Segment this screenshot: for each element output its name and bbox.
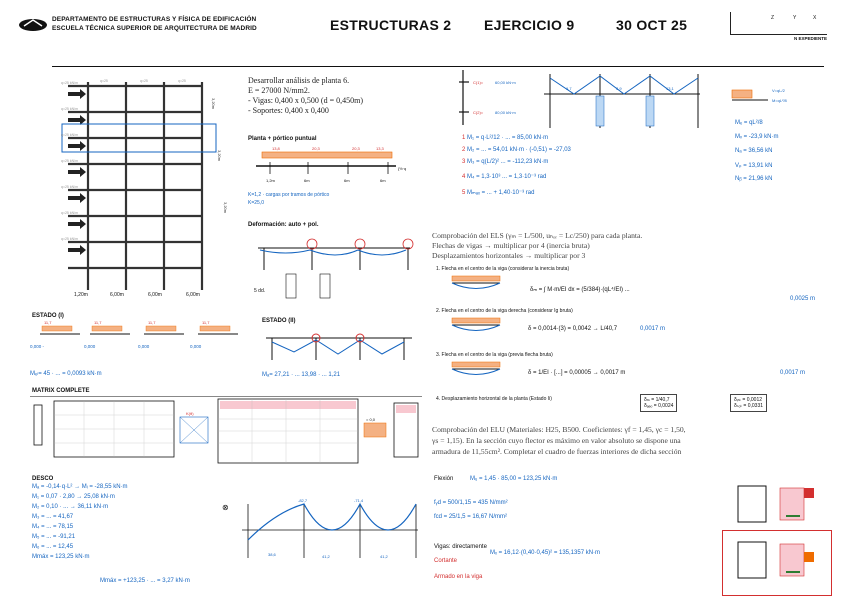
final-moment-diagram — [222, 496, 422, 576]
desco-5: M₄ = ... = 78,15 — [32, 524, 74, 530]
els-line-2: Flechas de vigas → multiplicar por 4 (inercia bruta) — [432, 241, 590, 250]
svg-text:-82,7: -82,7 — [298, 498, 308, 503]
side-calc-5: Nᵦ = 21,96 kN — [735, 176, 773, 182]
moment-diagram-top — [540, 70, 710, 130]
planta-label: Planta + pórtico puntual — [248, 136, 317, 142]
els-eq-1: δₘ = ∫ M·m/EI dx = (5/384)·(qL⁴/EI) ... — [530, 287, 630, 293]
els-result-1: 0,0025 m — [790, 296, 816, 302]
elu-flex-label: Flexión — [434, 476, 454, 482]
side-calc-1: Mₑ = qL²/8 — [735, 120, 763, 126]
statement-line-4: - Soportes: 0,400 x 0,400 — [248, 106, 329, 115]
side-calc-2: Mᵥ = -23,9 kN·m — [735, 134, 779, 140]
stiffness-matrix — [30, 397, 422, 471]
svg-text:6m: 6m — [304, 178, 310, 183]
id-cell-x: X — [813, 15, 817, 21]
equation-block — [462, 135, 742, 215]
exam-date: 30 OCT 25 — [616, 17, 688, 33]
desco-3: M₂ = 0,10 · ... → 36,11 kN·m — [32, 504, 109, 510]
svg-text:13,3: 13,3 — [376, 146, 384, 151]
svg-text:0,000 -: 0,000 - — [30, 344, 45, 349]
svg-text:20,3: 20,3 — [352, 146, 360, 151]
statement-line-2: E = 27000 N/mm2. — [248, 86, 310, 95]
els-item-2: 2. Flecha en el centro de la viga derecha (considerar Ig bruta) — [436, 308, 573, 314]
node-sketch — [728, 72, 828, 112]
svg-text:3,20m: 3,20m — [211, 98, 216, 110]
elu-line-2: γs = 1,15). En la sección cuyo flector es máximo en valor absoluto se dispone una — [432, 436, 681, 445]
section-sketch-1 — [730, 482, 822, 526]
elu-line-3: armadura de 11,55cm². Completar el cuadro de fuerzas interiores de dicha sección — [432, 447, 682, 456]
els-statement — [432, 231, 642, 261]
svg-text:q=25 kN/m: q=25 kN/m — [61, 185, 79, 189]
svg-text:M=qL²/8: M=qL²/8 — [772, 98, 787, 103]
department-line-2: ESCUELA TÉCNICA SUPERIOR DE ARQUITECTURA DE MADRID — [52, 25, 257, 32]
els-item-3: 3. Flecha en el centro de la viga (previa flecha bruta) — [436, 352, 553, 358]
header-rule — [52, 66, 824, 67]
elu-statement — [432, 424, 828, 457]
svg-text:13,1: 13,1 — [666, 86, 674, 91]
span-label-3: 6,00m — [148, 292, 162, 298]
els-result-2: 0,0017 m — [640, 326, 666, 332]
svg-text:1,2m: 1,2m — [266, 178, 275, 183]
eq-2: 2 M₂ = ... = 54,01 kN·m · (-0,51) = -27,03 — [462, 147, 571, 153]
els-item-4: 4. Desplazamiento horizontal de la planta (Estado Ii) — [436, 396, 552, 402]
matrix-label: MATRIX COMPLETE — [32, 388, 90, 394]
desco-4: M₃ = ... = 41,67 — [32, 514, 74, 520]
elu-cort-eq: Mₓ = 16,12·(0,40·0,45)² = 135,1357 kN·m — [490, 550, 601, 556]
els-eq-2: δ = 0,0014·(3) = 0,0042 → L/40,7 — [528, 326, 618, 332]
svg-text:q=25 kN/m: q=25 kN/m — [61, 237, 79, 241]
estado-2-label: ESTADO (II) — [262, 318, 296, 324]
elu-vigas-label: Vigas: directamente — [434, 544, 487, 550]
elu-fc-eq: fcd = 25/1,5 = 16,67 N/mm² — [434, 514, 508, 520]
svg-text:11,7: 11,7 — [148, 320, 156, 325]
elu-armado-label: Armado en la viga — [434, 574, 483, 580]
svg-text:3,20m: 3,20m — [223, 202, 228, 214]
eq-3: 3 M₃ = q(L/2)² ... = -112,23 kN·m — [462, 159, 549, 165]
svg-text:V=qL/2: V=qL/2 — [772, 88, 785, 93]
eq-4: 4 M₄ = 1,3·10³ ... = 1,3·10⁻³ rad — [462, 174, 547, 180]
svg-text:C(1)=: C(1)= — [473, 80, 484, 85]
result-box-2-line-1: δᵢₙₜ = 0,0012 — [734, 397, 763, 403]
elu-fy-eq: fᵧd = 500/1,15 = 435 N/mm² — [434, 500, 508, 506]
desco-6: M₅ = ... = -91,21 — [32, 534, 76, 540]
side-calc-3: Nₐ = 36,56 kN — [735, 148, 773, 154]
svg-text:6m: 6m — [380, 178, 386, 183]
elu-cort-label: Cortante — [434, 558, 458, 564]
svg-text:80,00 kN·m: 80,00 kN·m — [495, 110, 516, 115]
upm-logo-icon — [18, 17, 48, 33]
svg-text:9,7: 9,7 — [566, 86, 572, 91]
elu-flex-eq: Mᵤ = 1,45 · 85,00 = 123,25 kN·m — [470, 476, 558, 482]
problem-statement — [248, 76, 363, 116]
desco-7: M₆ = ... = 12,45 — [32, 544, 74, 550]
result-box-1-line-2: δₐₑₒ = 0,0024 — [644, 403, 674, 409]
els-sketch-1 — [446, 274, 516, 296]
desco-label: DESCO — [32, 476, 54, 482]
result-box-2 — [730, 394, 767, 412]
svg-text:q=25: q=25 — [140, 79, 148, 83]
final-note: Mmáx = +123,25 · ... = 3,27 kN·m — [100, 578, 190, 584]
svg-text:K(θ): K(θ) — [186, 411, 194, 416]
svg-text:20,3: 20,3 — [312, 146, 320, 151]
eq-1: 1 M₁ = q·L²/12 · ... = 85,00 kN·m — [462, 135, 549, 141]
svg-text:= 0,0: = 0,0 — [366, 417, 376, 422]
els-eq-3: δ = 1/EI · [...] = 0,00005 → 0,0017 m — [528, 370, 626, 376]
desco-calcs — [32, 484, 222, 574]
stiffness-matrix-section — [30, 396, 422, 471]
svg-text:11,7: 11,7 — [44, 320, 52, 325]
estado-2-result: Mₐ= 27,21 · ... 13,98 · ... 1,21 — [262, 372, 341, 378]
els-result-3: 0,0017 m — [780, 370, 806, 376]
estado-1-result: Mₑₗ= 45 · ... = 0,0093 kN·m — [30, 371, 102, 377]
id-footer: N EXPEDIENTE — [793, 36, 827, 41]
els-line-1: Comprobación del ELS (γₘ = L/500, uₕₒᵣ = Lc/250) para cada planta. — [432, 231, 643, 240]
frame-drawing — [60, 72, 240, 300]
course-title: ESTRUCTURAS 2 — [330, 17, 452, 33]
els-item-1: 1. Flecha en el centro de la viga (considerar la inercia bruta) — [436, 266, 570, 272]
svg-text:3,20m: 3,20m — [217, 150, 222, 162]
beam-note: K=1,2 · cargas por tramos de pórtico — [248, 192, 330, 198]
side-calc-4: Vₚ = 13,91 kN — [735, 163, 773, 169]
deformation-diagram — [250, 230, 425, 300]
svg-text:6m: 6m — [344, 178, 350, 183]
svg-text:C(2)=: C(2)= — [473, 110, 484, 115]
estado-1-diagram — [30, 320, 260, 370]
side-calcs — [735, 120, 835, 210]
department-name — [52, 15, 257, 33]
svg-text:0,000: 0,000 — [190, 344, 202, 349]
svg-text:{½·q: {½·q — [398, 166, 407, 171]
svg-text:q=25 kN/m: q=25 kN/m — [61, 107, 79, 111]
estado-2-diagram — [262, 326, 422, 366]
svg-text:-71,4: -71,4 — [354, 498, 364, 503]
svg-text:q=25 kN/m: q=25 kN/m — [61, 81, 79, 85]
span-label-4: 6,00m — [186, 292, 200, 298]
els-sketch-3 — [446, 360, 516, 382]
svg-text:0,000: 0,000 — [138, 344, 150, 349]
statement-line-3: - Vigas: 0,400 x 0,500 (d = 0,450m) — [248, 96, 363, 105]
els-line-3: Desplazamientos horizontales → multiplicar por 3 — [432, 251, 586, 260]
svg-text:38,6: 38,6 — [268, 552, 276, 557]
svg-text:11,7: 11,7 — [202, 320, 210, 325]
svg-text:q=25 kN/m: q=25 kN/m — [61, 133, 79, 137]
eq-5: 5 Mₘₐₓ = ... + 1,40·10⁻³ rad — [462, 190, 535, 196]
department-line-1: DEPARTAMENTO DE ESTRUCTURAS Y FÍSICA DE EDIFICACIÓN — [52, 16, 257, 23]
svg-text:⊗: ⊗ — [222, 503, 229, 512]
svg-text:60,00 kN·m: 60,00 kN·m — [495, 80, 516, 85]
svg-text:q=25: q=25 — [100, 79, 108, 83]
section-sketch-2 — [730, 538, 822, 582]
deformacion-label: Deformación: auto + pol. — [248, 222, 319, 228]
svg-text:41,2: 41,2 — [380, 554, 388, 559]
estado-1-label: ESTADO (I) — [32, 313, 64, 319]
span-label-1: 1,20m — [74, 292, 88, 298]
desco-2: M₁ = 0,07 · 2,80 → 25,08 kN·m — [32, 494, 115, 500]
svg-text:5 dd.: 5 dd. — [254, 288, 266, 294]
result-box-1 — [640, 394, 677, 412]
desco-1: Mₐ = -0,14·q·L² → Mᵢ = -28,55 kN·m — [32, 484, 128, 490]
svg-text:0,000: 0,000 — [84, 344, 96, 349]
svg-text:q=25: q=25 — [178, 79, 186, 83]
svg-text:11,7: 11,7 — [94, 320, 102, 325]
exercise-title: EJERCICIO 9 — [484, 17, 575, 33]
id-cell-z: Z — [771, 15, 775, 21]
elu-line-1: Comprobación del ELU (Materiales: H25, B500. Coeficientes: γf = 1,45, γc = 1,50, — [432, 425, 686, 434]
svg-text:3,9: 3,9 — [616, 86, 622, 91]
statement-line-1: Desarrollar análisis de planta 6. — [248, 76, 350, 85]
beam-load-diagram — [248, 144, 418, 190]
page-header — [0, 0, 848, 40]
svg-text:41,2: 41,2 — [322, 554, 330, 559]
els-sketch-2 — [446, 316, 516, 338]
svg-text:13,8: 13,8 — [272, 146, 280, 151]
desco-8: Mmáx = 123,25 kN·m — [32, 554, 90, 560]
result-box-1-line-1: δₘ = 1/40,7 — [644, 397, 670, 403]
svg-text:q=25 kN/m: q=25 kN/m — [61, 159, 79, 163]
svg-text:q=25 kN/m: q=25 kN/m — [61, 211, 79, 215]
result-box-2-line-2: δₛₒₜ = 0,0331 — [734, 403, 764, 409]
beam-note-2: K=25,0 — [248, 200, 264, 206]
span-label-2: 6,00m — [110, 292, 124, 298]
student-id-box — [730, 12, 827, 41]
id-cell-y: Y — [793, 15, 797, 21]
